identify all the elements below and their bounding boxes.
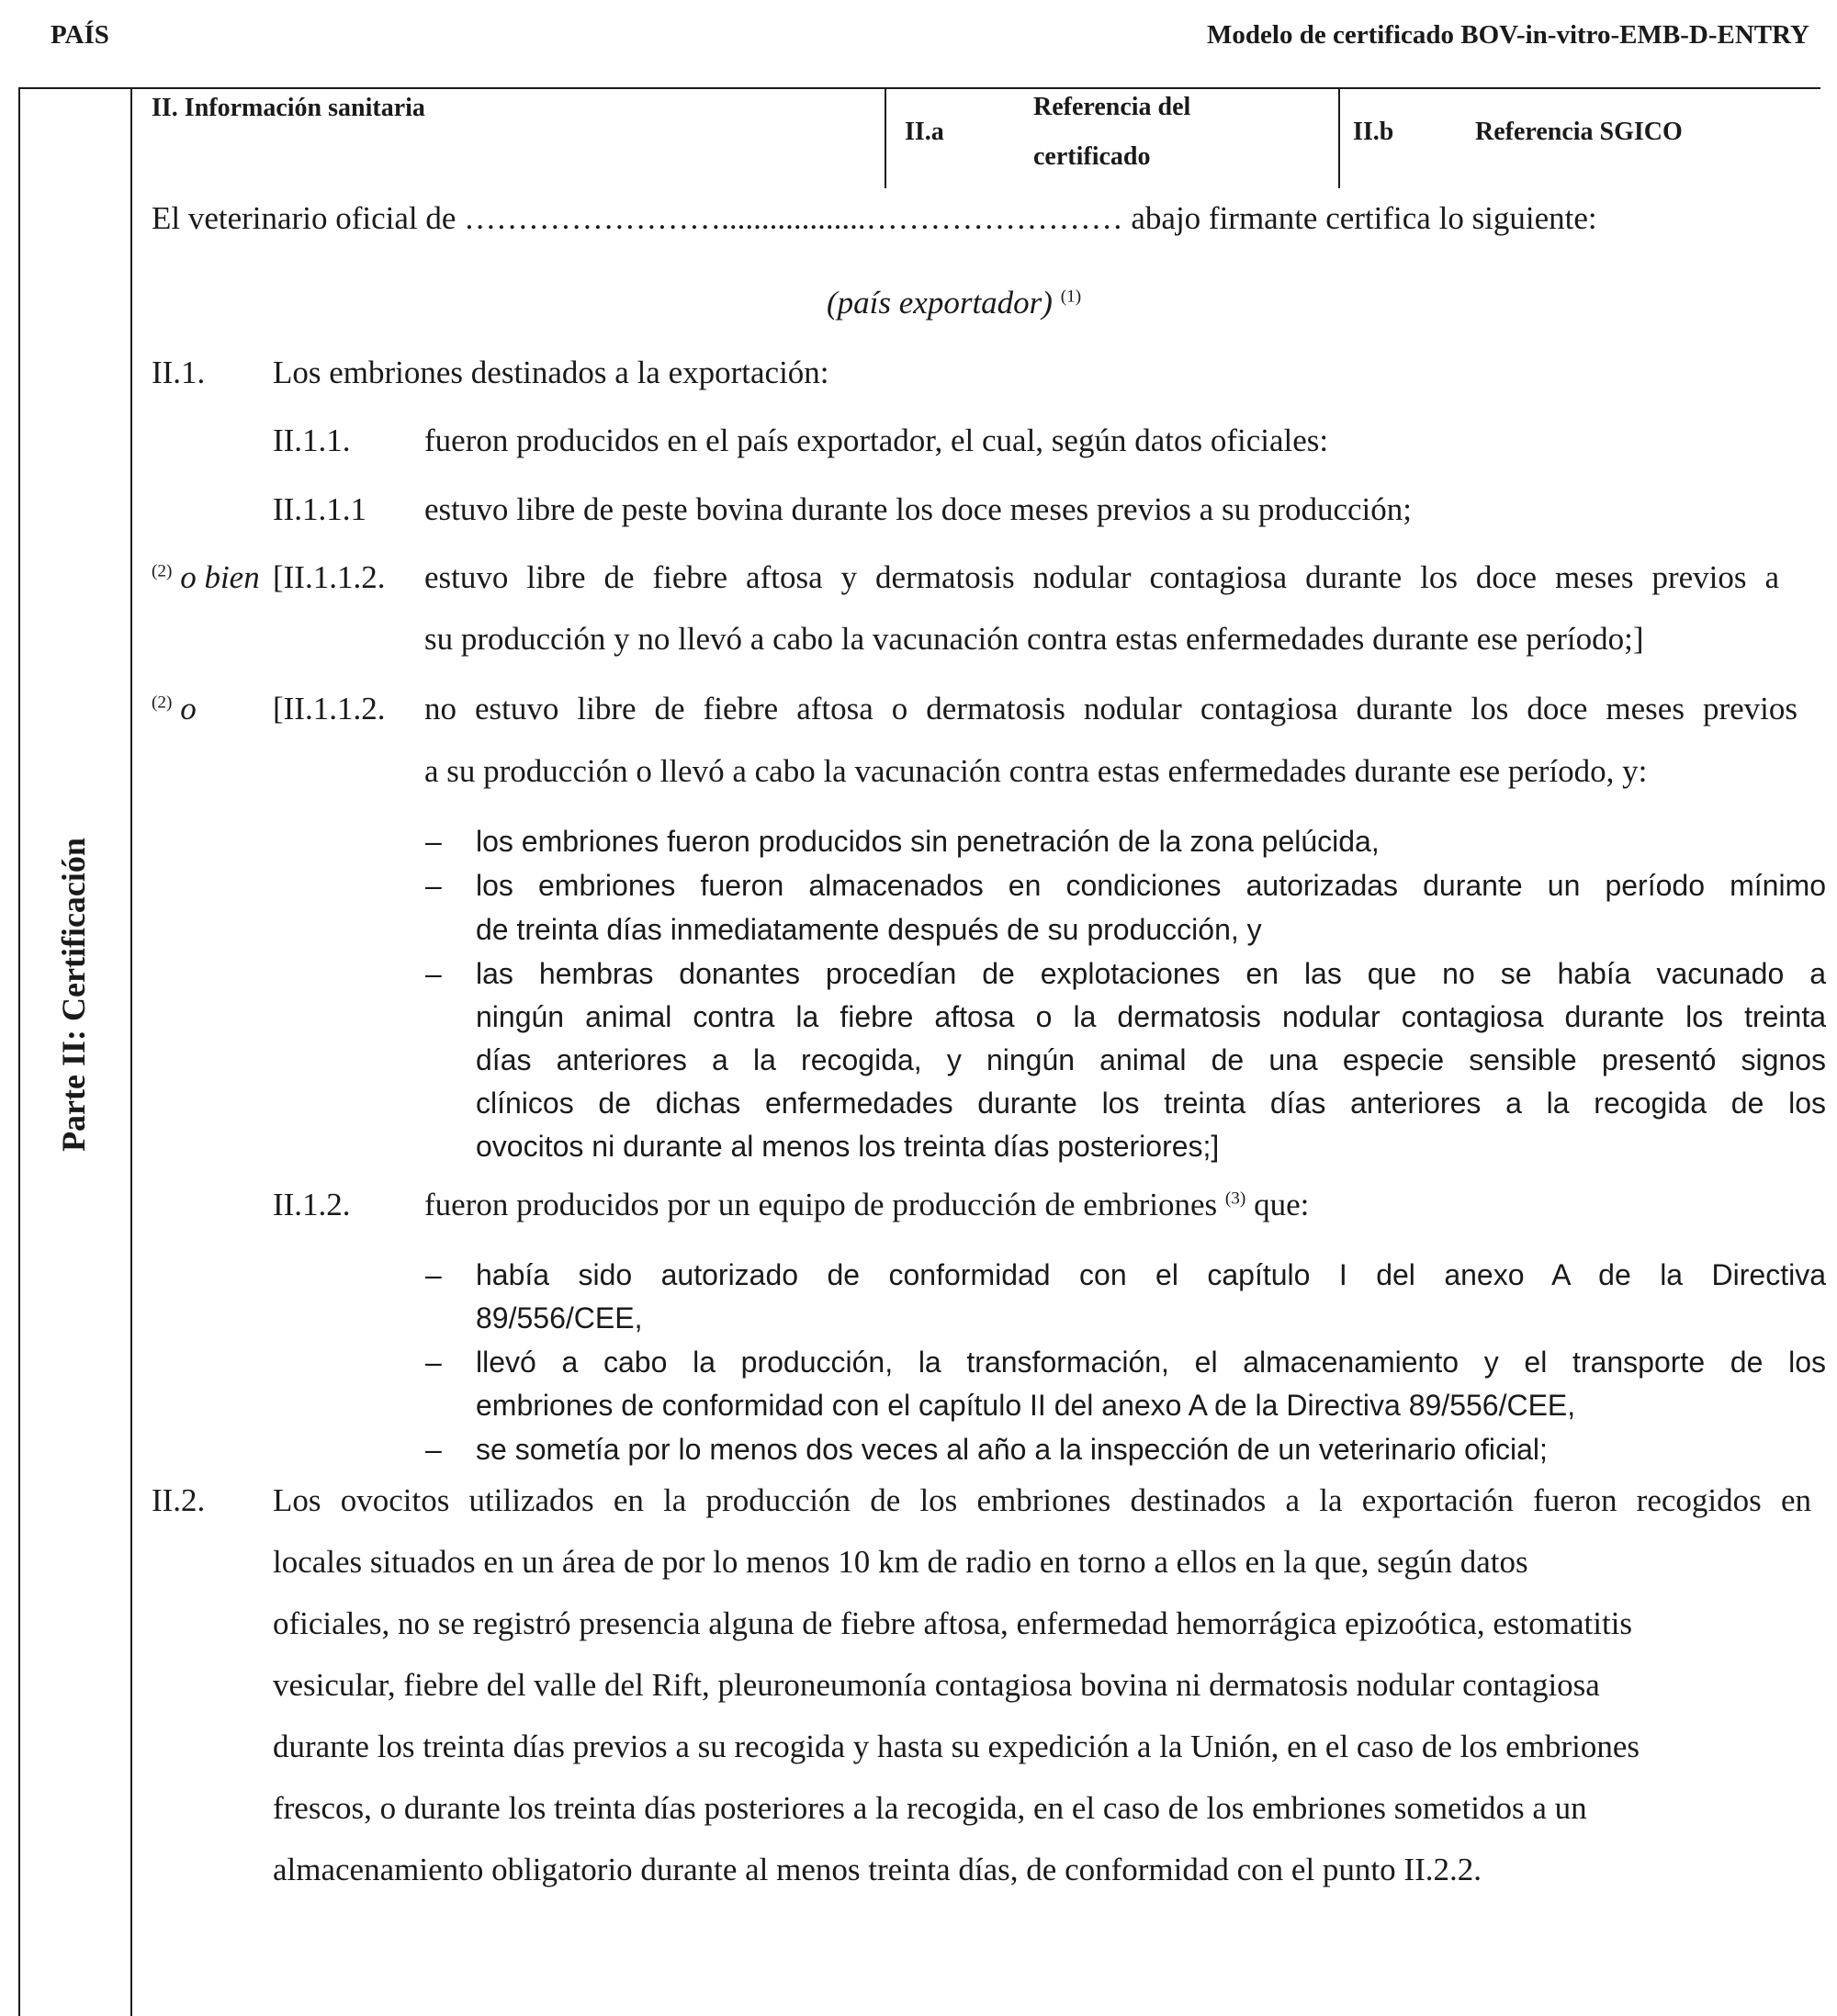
bullet-text: los embriones fueron almacenados en condiciones autorizadas durante un período mínimo — [476, 869, 1826, 902]
bullet-text: embriones de conformidad con el capítulo II del anexo A de la Directiva 89/556/CEE, — [476, 1389, 1576, 1422]
header-country: PAÍS — [51, 20, 109, 50]
section-text: durante los treinta días previos a su recogida y hasta su expedición a la Unión, en el caso de los embriones — [273, 1729, 1640, 1764]
side-label: Parte II: Certificación — [55, 838, 92, 1152]
bullet-text: ningún animal contra la fiebre aftosa o la dermatosis nodular contagiosa durante los treinta — [476, 1000, 1826, 1033]
section-text: fueron producidos por un equipo de producción de embriones $^{(3)}$ que: — [424, 1187, 1310, 1222]
bullet-dash: – — [425, 1258, 442, 1291]
bullet-dash: – — [425, 869, 442, 902]
section-text: a su producción o llevó a cabo la vacunación contra estas enfermedades durante ese período, y: — [424, 753, 1648, 789]
bullet-dash: – — [425, 1433, 442, 1466]
col-a-label-2: certificado — [1033, 142, 1151, 171]
bullet-text: días anteriores a la recogida, y ningún animal de una especie sensible presentó signos — [476, 1043, 1826, 1076]
section-number: II.1.1. — [273, 422, 351, 458]
col-a-label-1: Referencia del — [1033, 93, 1191, 121]
header-model: Modelo de certificado BOV-in-vitro-EMB-D-ENTRY — [1207, 20, 1809, 50]
section-text: oficiales, no se registró presencia alguna de fiebre aftosa, enfermedad hemorrágica epizoótica, estomatitis — [273, 1605, 1633, 1641]
bullet-text: se sometía por lo menos dos veces al año a la inspección de un veterinario oficial; — [476, 1433, 1548, 1466]
section-text: no estuvo libre de fiebre aftosa o dermatosis nodular contagiosa durante los doce meses previos — [424, 691, 1798, 726]
section-text: estuvo libre de peste bovina durante los doce meses previos a su producción; — [424, 491, 1412, 527]
section-number: II.1.2. — [273, 1187, 351, 1222]
col-b-code: II.b — [1353, 118, 1394, 146]
bullet-dash: – — [425, 825, 442, 858]
bullet-text: había sido autorizado de conformidad con el capítulo I del anexo A de la Directiva — [476, 1258, 1826, 1291]
section-text: fueron producidos en el país exportador, el cual, según datos oficiales: — [424, 422, 1329, 458]
section-text: frescos, o durante los treinta días posteriores a la recogida, en el caso de los embriones sometidos a un — [273, 1790, 1587, 1826]
intro-line: El veterinario oficial de ……………………..................…………………… abajo firmante certifica lo siguiente: — [152, 200, 1597, 236]
option-marker: $^{(2)}$ o bien — [152, 559, 260, 595]
frame-left-line — [18, 87, 20, 2016]
col-a-code: II.a — [905, 118, 944, 146]
bullet-text: 89/556/CEE, — [476, 1301, 643, 1335]
footnote-ref: (3) — [1224, 1188, 1246, 1209]
section-number: II.2. — [152, 1482, 206, 1518]
section-text: locales situados en un área de por lo menos 10 km de radio en torno a ellos en la que, según datos — [273, 1544, 1528, 1580]
frame-top-line — [18, 87, 1820, 89]
bullet-text: llevó a cabo la producción, la transformación, el almacenamiento y el transporte de los — [476, 1346, 1826, 1379]
bullet-text: las hembras donantes procedían de explotaciones en las que no se había vacunado a — [476, 957, 1826, 990]
footnote-ref: (1) — [1060, 287, 1082, 307]
bullet-text: ovocitos ni durante al menos los treinta días posteriores;] — [476, 1130, 1220, 1163]
bullet-dash: – — [425, 957, 442, 990]
section-text: su producción y no llevó a cabo la vacunación contra estas enfermedades durante ese período;] — [424, 621, 1644, 657]
bullet-text: de treinta días inmediatamente después de su producción, y — [476, 913, 1262, 946]
section-text: estuvo libre de fiebre aftosa y dermatosis nodular contagiosa durante los doce meses previos a — [424, 559, 1779, 595]
table-sep-b — [1338, 87, 1340, 188]
section-title: II. Información sanitaria — [152, 94, 425, 122]
section-number: II.1. — [152, 355, 206, 390]
section-number: II.1.1.1 — [273, 491, 367, 527]
section-text: Los embriones destinados a la exportación: — [273, 355, 829, 390]
frame-divider-line — [130, 87, 132, 2016]
bullet-dash: – — [425, 1346, 442, 1379]
exporter-label: (país exportador) $^{(1)}$ — [827, 285, 1082, 321]
col-b-label: Referencia SGICO — [1475, 118, 1683, 146]
bullet-text: los embriones fueron producidos sin penetración de la zona pelúcida, — [476, 825, 1380, 858]
table-sep-a — [885, 87, 886, 188]
section-number: [II.1.1.2. — [273, 559, 386, 595]
section-text: Los ovocitos utilizados en la producción de los embriones destinados a la exportación fueron recogidos en — [273, 1482, 1811, 1518]
section-text: vesicular, fiebre del valle del Rift, pleuroneumonía contagiosa bovina ni dermatosis nodular contagiosa — [273, 1667, 1600, 1703]
section-text: almacenamiento obligatorio durante al menos treinta días, de conformidad con el punto II.2.2. — [273, 1852, 1482, 1887]
option-marker: $^{(2)}$ o — [152, 691, 197, 726]
bullet-text: clínicos de dichas enfermedades durante los treinta días anteriores a la recogida de los — [476, 1087, 1826, 1120]
section-number: [II.1.1.2. — [273, 691, 386, 726]
